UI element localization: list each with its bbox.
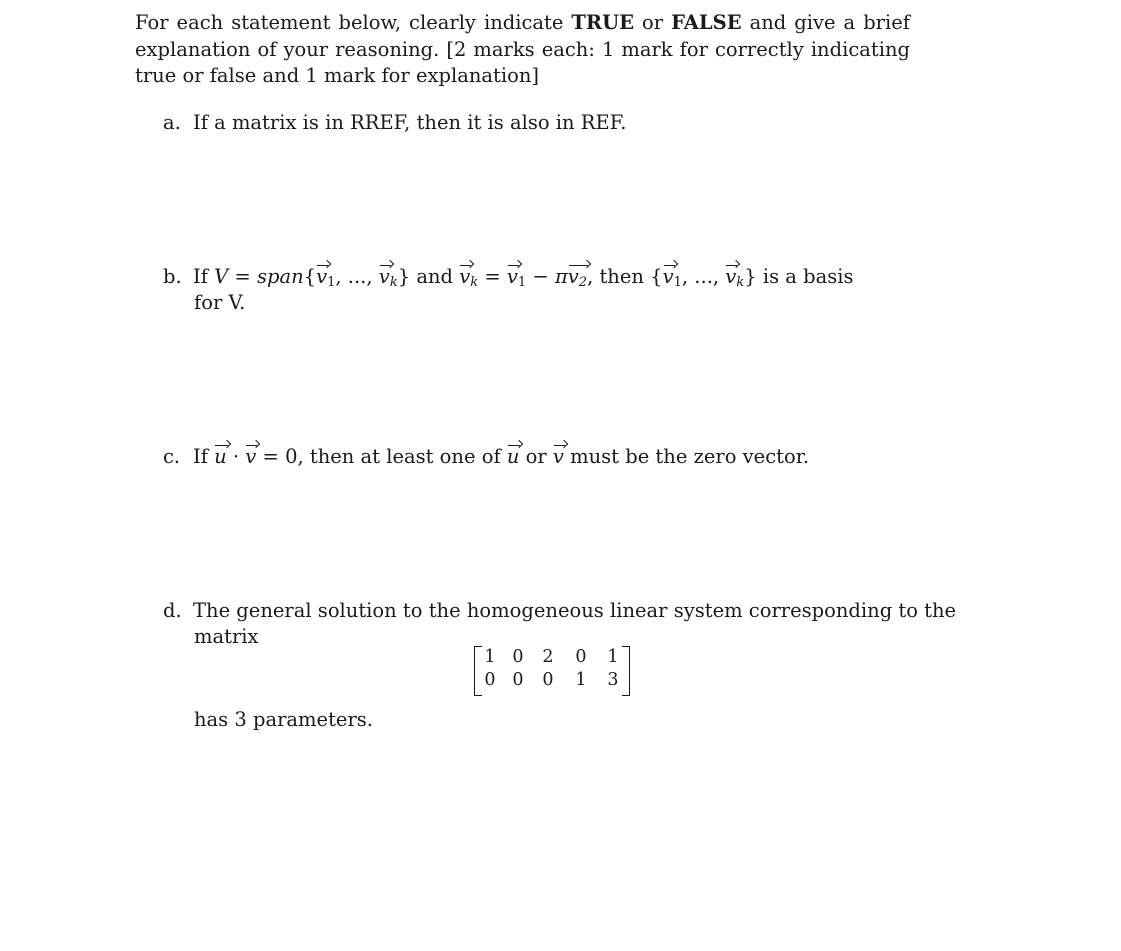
matrix-cell: 0 [484, 670, 496, 690]
statement-c-middle: = 0, then at least one of [256, 445, 507, 468]
matrix-cell: 1 [607, 647, 619, 667]
vector-v: v [378, 265, 390, 288]
statement-b-basis: is a basis [756, 265, 854, 288]
statement-d-line2: matrix [194, 625, 259, 648]
matrix-cell: 1 [575, 670, 587, 690]
matrix-cell: 0 [512, 647, 524, 667]
math-V: V [214, 265, 229, 288]
vector-u: u [506, 445, 520, 468]
statement-b-if: If [193, 265, 215, 288]
instructions-text-end: and give a brief explanation of your reasoning. [2 marks each: 1 mark for correctly indicating true or false and 1 mark for explanation] [135, 11, 910, 87]
true-keyword: TRUE [571, 11, 634, 34]
statement-b-continuation: for V. [194, 291, 246, 314]
statement-c-label: c. [163, 445, 181, 468]
statement-c: c. If u · v = 0, then at least one of u or v must be the zero vector. [163, 445, 810, 468]
statement-c-if: If [193, 445, 215, 468]
vector-v: v [662, 265, 674, 288]
false-keyword: FALSE [671, 11, 742, 34]
vector-v2: $v_2$ [568, 264, 587, 296]
statement-d-line3: has 3 parameters. [194, 708, 373, 731]
statement-d [163, 598, 956, 624]
statement-b-and: and [410, 265, 460, 288]
vector-v: v [459, 265, 471, 288]
matrix-cell: 1 [484, 647, 496, 667]
statement-d-line1: The general solution to the homogeneous linear system corresponding to the [193, 599, 957, 622]
coefficient-matrix [474, 646, 630, 696]
vector-v: v [245, 445, 257, 468]
vector-v: v [725, 265, 737, 288]
matrix-cell: 0 [512, 670, 524, 690]
instructions-or: or [634, 11, 672, 34]
math-equals: = [228, 265, 257, 288]
statement-c-end: must be the zero vector. [563, 445, 810, 468]
statement-d-label: d. [163, 599, 182, 622]
matrix-right-bracket [622, 646, 630, 696]
matrix-cell: 0 [575, 647, 587, 667]
statement-b-label: b. [163, 265, 182, 288]
math-span: span [256, 265, 304, 288]
matrix-cell: 0 [542, 670, 554, 690]
statement-c-or: or [519, 445, 553, 468]
matrix-cell: 2 [542, 647, 554, 667]
vector-u: u [214, 445, 227, 468]
statement-a-text: If a matrix is in RREF, then it is also in REF. [193, 111, 627, 134]
statement-b-then: , then [587, 265, 651, 288]
statement-a [163, 110, 626, 136]
vector-v: v [506, 265, 518, 288]
statement-a-label: a. [163, 111, 181, 134]
instructions-text-start: For each statement below, clearly indicate [135, 11, 572, 34]
vector-v: v [316, 265, 328, 288]
matrix-cell: 3 [607, 670, 619, 690]
vector-v: v [552, 445, 564, 468]
matrix-row-2 [483, 670, 621, 694]
instructions-paragraph [135, 10, 910, 90]
matrix-row-1 [483, 647, 621, 671]
statement-b: b. If $V = span\{v_1$, ..., $v_k$} and $v_k = v_1 - \pi v_2$, then {$v_1$, ..., $v_k$} is a basis [163, 264, 853, 296]
